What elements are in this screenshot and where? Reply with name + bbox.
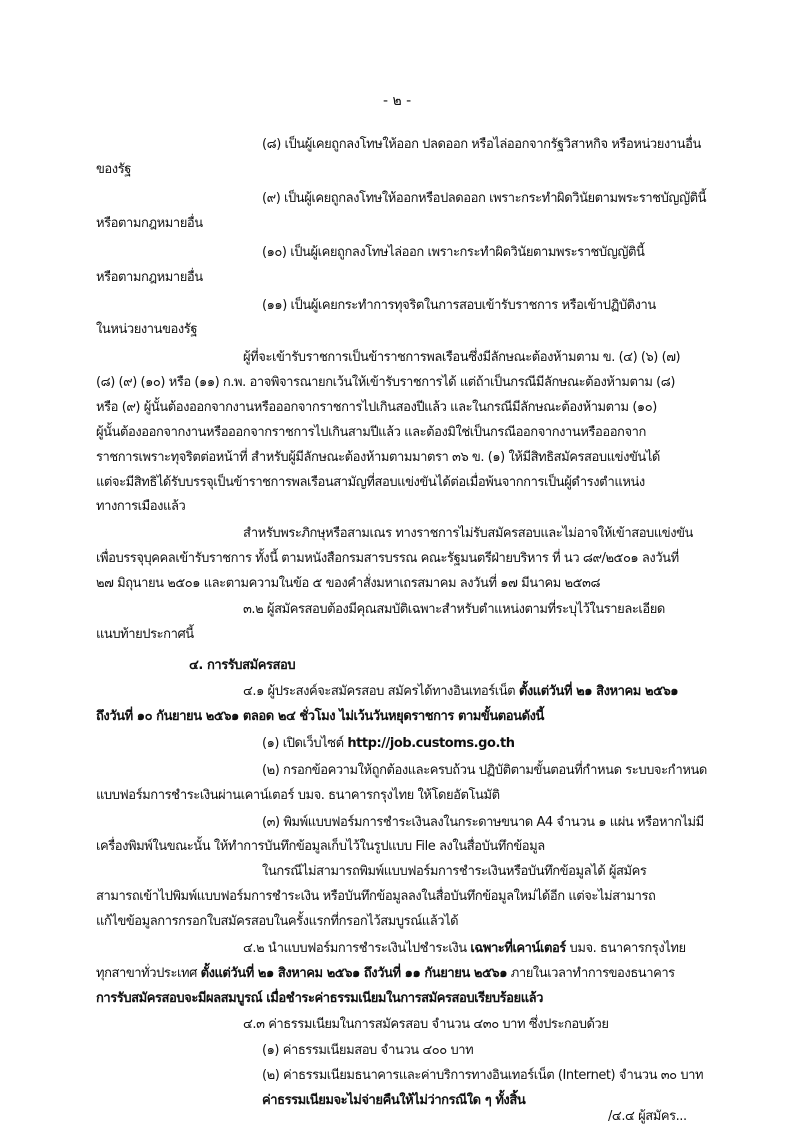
fee-item-2: (๒) ค่าธรรมเนียมธนาคารและค่าบริการทางอินเทอร์เน็ต (Internet) จำนวน ๓๐ บาท [262,1068,704,1083]
item-9-line-1: (๙) เป็นผู้เคยถูกลงโทษให้ออกหรือปลดออก เพราะกระทำผิดวินัยตามพระราชบัญญัตินี้ [262,191,707,206]
clause-4-2-line-1 [243,940,686,958]
section-4-heading: ๔. การรับสมัครสอบ [189,658,296,673]
item-8-line-1: (๘) เป็นผู้เคยถูกลงโทษให้ออก ปลดออก หรือไล่ออกจากรัฐวิสาหกิจ หรือหน่วยงานอื่น [262,137,701,152]
item-11-line-1: (๑๑) เป็นผู้เคยกระทำการทุจริตในการสอบเข้ารับราชการ หรือเข้าปฏิบัติงาน [262,298,656,313]
fallback-para-line-2: สามารถเข้าไปพิมพ์แบบฟอร์มการชำระเงิน หรือบันทึกข้อมูลลงในสื่อบันทึกข้อมูลใหม่ได้อีก แต่จะไม่สามารถ [96,889,656,904]
exemption-para-line-4: ผู้นั้นต้องออกจากงานหรือออกจากราชการไปเกินสามปีแล้ว และต้องมิใช่เป็นกรณีออกจากงานหรือออกจาก [96,425,646,440]
exemption-para-line-7: ทางการเมืองแล้ว [96,499,186,514]
clause-4-2-branches: ทุกสาขาทั่วประเทศ [96,966,197,981]
no-refund-note: ค่าธรรมเนียมจะไม่จ่ายคืนให้ไม่ว่ากรณีใด ๆ ทั้งสิ้น [262,1093,526,1108]
exemption-para-line-5: ราชการเพราะทุจริตต่อหน้าที่ สำหรับผู้มีลักษณะต้องห้ามตามมาตรา ๓๖ ข. (๑) ให้มีสิทธิสมัครสอบแข่งขันได้ [96,450,660,465]
step-3-line-1: (๓) พิมพ์แบบฟอร์มการชำระเงินลงในกระดาษขนาด A4 จำนวน ๑ แผ่น หรือหากไม่มี [262,815,704,830]
monk-para-line-2: เพื่อบรรจุบุคคลเข้ารับราชการ ทั้งนี้ ตามหนังสือกรมสารบรรณ คณะรัฐมนตรีฝ่ายบริหาร ที่ นว ๘๙/๒๕๐๑ ลงวันที่ [96,551,679,566]
step-3-line-2: เครื่องพิมพ์ในขณะนั้น ให้ทำการบันทึกข้อมูลเก็บไว้ในรูปแบบ File ลงในสื่อบันทึกข้อมูล [96,839,545,854]
clause-4-3-line: ๔.๓ ค่าธรรมเนียมในการสมัครสอบ จำนวน ๔๓๐ บาท ซึ่งประกอบด้วย [243,1017,609,1032]
clause-4-1-line-2: ถึงวันที่ ๑๐ กันยายน ๒๕๖๑ ตลอด ๒๔ ชั่วโมง ไม่เว้นวันหยุดราชการ ตามขั้นตอนดังนี้ [96,709,544,724]
item-8-line-2: ของรัฐ [96,162,131,177]
clause-4-2-line-2 [96,965,675,983]
clause-3-2-line-1: ๓.๒ ผู้สมัครสอบต้องมีคุณสมบัติเฉพาะสำหรับตำแหน่งตามที่ระบุไว้ในรายละเอียด [243,602,665,617]
website-url: http://job.customs.go.th [347,736,515,751]
continuation-marker: /๔.๔ ผู้สมัคร... [608,1109,687,1124]
clause-4-1-text: ๔.๑ ผู้ประสงค์จะสมัครสอบ สมัครได้ทางอินเทอร์เน็ต [243,684,516,699]
step-1-text: (๑) เปิดเว็บไซต์ [262,736,344,751]
fallback-para-line-1: ในกรณีไม่สามารถพิมพ์แบบฟอร์มการชำระเงินหรือบันทึกข้อมูลได้ ผู้สมัคร [262,864,647,879]
clause-4-2-counter-only: เฉพาะที่เคาน์เตอร์ [470,941,566,956]
item-9-line-2: หรือตามกฎหมายอื่น [96,216,203,231]
clause-4-2-text: ๔.๒ นำแบบฟอร์มการชำระเงินไปชำระเงิน [243,941,467,956]
fallback-para-line-3: แก้ไขข้อมูลการกรอกใบสมัครสอบในครั้งแรกที่กรอกไว้สมบูรณ์แล้วได้ [96,914,459,929]
item-10-line-2: หรือตามกฎหมายอื่น [96,270,203,285]
page-number: - ๒ - [383,93,412,109]
clause-4-2-dates: ตั้งแต่วันที่ ๒๑ สิงหาคม ๒๕๖๑ ถึงวันที่ ๑๑ กันยายน ๒๕๖๑ [200,966,508,981]
exemption-para-line-2: (๘) (๙) (๑๐) หรือ (๑๑) ก.พ. อาจพิจารณายกเว้นให้เข้ารับราชการได้ แต่ถ้าเป็นกรณีมีลักษณะต้องห้ามตาม (๘) [96,375,675,390]
monk-para-line-1: สำหรับพระภิกษุหรือสามเณร ทางราชการไม่รับสมัครสอบและไม่อาจให้เข้าสอบแข่งขัน [243,526,693,541]
clause-4-1-line-1 [243,683,678,701]
clause-3-2-line-2: แนบท้ายประกาศนี้ [96,627,194,642]
clause-4-1-start-date: ตั้งแต่วันที่ ๒๑ สิงหาคม ๒๕๖๑ [518,684,679,699]
item-11-line-2: ในหน่วยงานของรัฐ [96,322,198,337]
exemption-para-line-1: ผู้ที่จะเข้ารับราชการเป็นข้าราชการพลเรือนซึ่งมีลักษณะต้องห้ามตาม ข. (๔) (๖) (๗) [243,350,681,365]
exemption-para-line-3: หรือ (๙) ผู้นั้นต้องออกจากงานหรือออกจากราชการไปเกินสองปีแล้ว และในกรณีมีลักษณะต้องห้ามตาม (๑๐) [96,400,657,415]
fee-item-1: (๑) ค่าธรรมเนียมสอบ จำนวน ๔๐๐ บาท [262,1043,474,1058]
step-2-line-1: (๒) กรอกข้อความให้ถูกต้องและครบถ้วน ปฏิบัติตามขั้นตอนที่กำหนด ระบบจะกำหนด [262,763,707,778]
clause-4-2-hours: ภายในเวลาทำการของธนาคาร [510,966,675,981]
monk-para-line-3: ๒๗ มิถุนายน ๒๕๐๑ และตามความในข้อ ๕ ของคำสั่งมหาเถรสมาคม ลงวันที่ ๑๗ มีนาคม ๒๕๓๘ [96,576,601,591]
exemption-para-line-6: แต่จะมีสิทธิได้รับบรรจุเป็นข้าราชการพลเรือนสามัญที่สอบแข่งขันได้ต่อเมื่อพ้นจากการเป็นผู้ดำรงตำแหน่ง [96,475,645,490]
clause-4-2-line-3: การรับสมัครสอบจะมีผลสมบูรณ์ เมื่อชำระค่าธรรมเนียมในการสมัครสอบเรียบร้อยแล้ว [96,991,543,1006]
step-1-line [262,735,515,753]
clause-4-2-bank: บมจ. ธนาคารกรุงไทย [569,941,686,956]
step-2-line-2: แบบฟอร์มการชำระเงินผ่านเคาน์เตอร์ บมจ. ธนาคารกรุงไทย ให้โดยอัตโนมัติ [96,788,500,803]
item-10-line-1: (๑๐) เป็นผู้เคยถูกลงโทษไล่ออก เพราะกระทำผิดวินัยตามพระราชบัญญัตินี้ [262,245,645,260]
